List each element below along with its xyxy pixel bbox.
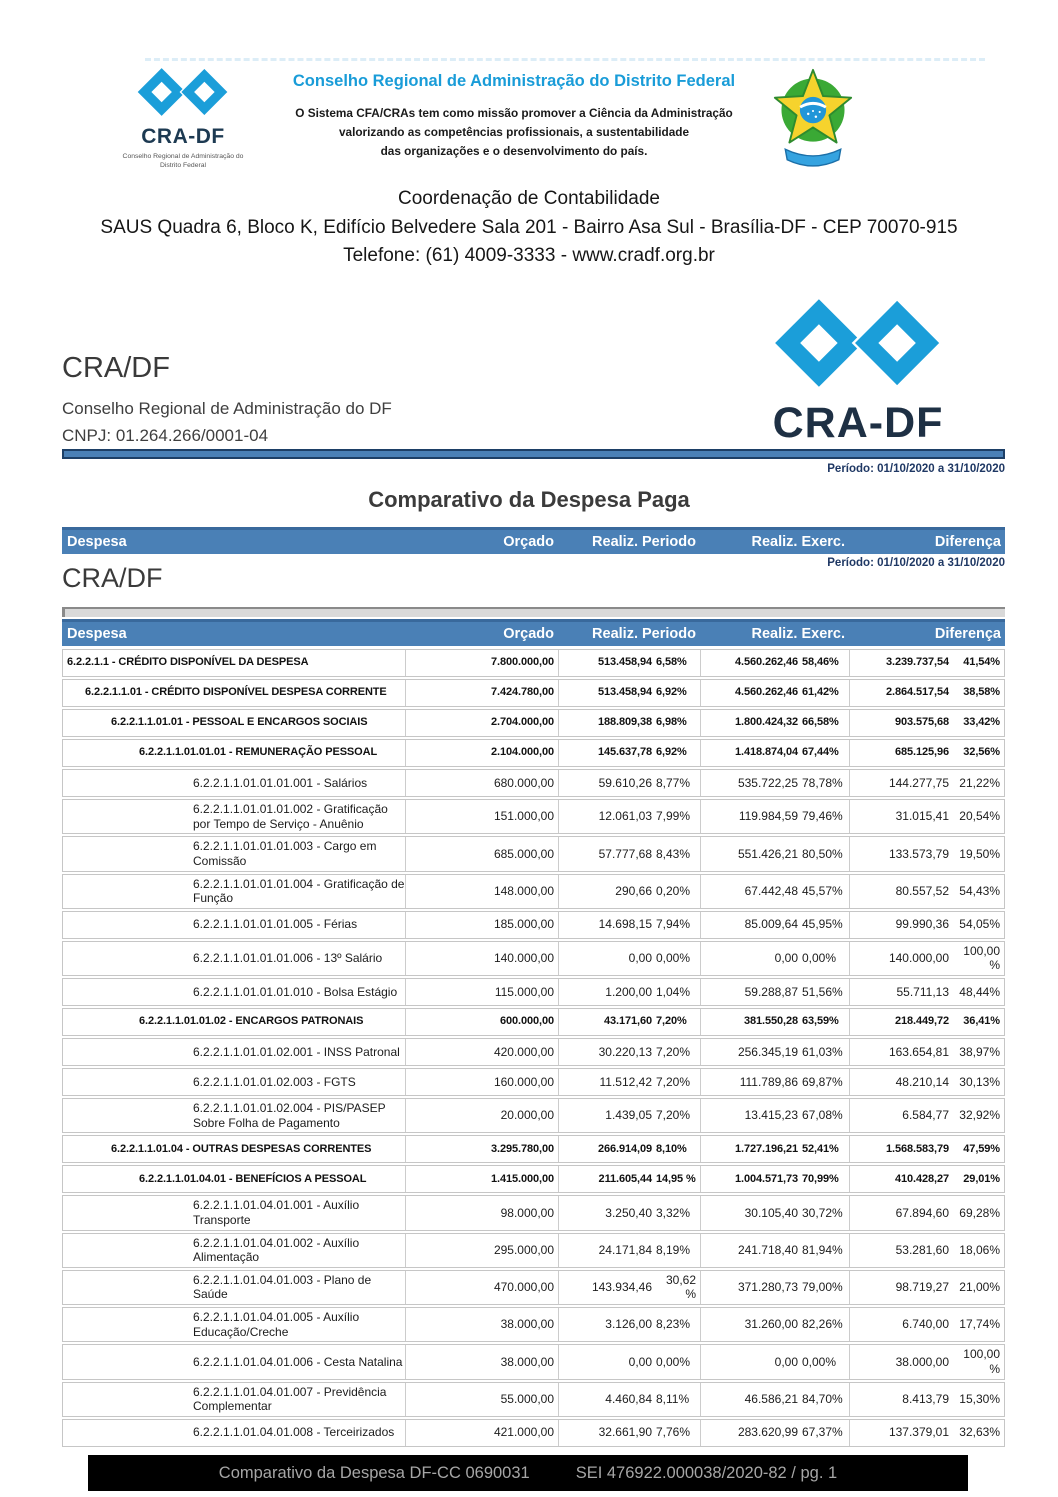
table-header-row — [62, 619, 1005, 646]
cell-realiz-periodo-pct: 30,62 % — [656, 1271, 701, 1304]
cell-realiz-periodo-pct: 0,20% — [656, 875, 701, 908]
cell-realiz-exerc-pct: 79,46% — [802, 800, 850, 833]
cell-realiz-exerc-pct: 79,00% — [802, 1271, 850, 1304]
cell-orcado: 160.000,00 — [406, 1069, 559, 1095]
cell-diferenca-valor: 98.719,27 — [895, 1280, 949, 1295]
cra-df-small-logo — [122, 66, 244, 170]
column-header-despesa: Despesa — [67, 534, 127, 550]
cell-despesa: 6.2.2.1.1.01.01.01.005 - Férias — [63, 912, 406, 938]
cell-diferenca-valor: 55.711,13 — [896, 984, 949, 999]
cell-realiz-periodo-valor: 0,00 — [628, 951, 652, 966]
cell-diferenca-valor: 163.654,81 — [888, 1044, 949, 1059]
cra-df-big-logo — [772, 296, 944, 448]
cell-despesa: 6.2.2.1.1.01.04.01.005 - Auxílio Educação/Creche — [63, 1308, 406, 1341]
cell-realiz-exerc-pct: 67,37% — [802, 1420, 850, 1446]
cell-realiz-exerc-valor: 381.550,28 — [743, 1015, 798, 1028]
table-row — [62, 941, 1005, 976]
cell-diferenca-pct: 30,13% — [959, 1074, 1000, 1089]
department-name: Coordenação de Contabilidade — [398, 188, 660, 209]
cell-orcado: 1.415.000,00 — [406, 1166, 559, 1192]
cell-orcado: 140.000,00 — [406, 942, 559, 975]
cell-realiz-exerc-pct: 45,57% — [802, 875, 850, 908]
column-header-realiz-periodo: Realiz. Periodo — [592, 534, 696, 550]
table-row — [62, 1135, 1005, 1163]
cell-diferenca-pct: 32,63% — [959, 1425, 1000, 1440]
cell-realiz-periodo-pct: 7,99% — [656, 800, 701, 833]
cell-realiz-periodo-pct: 7,76% — [656, 1420, 701, 1446]
phone-website-line: Telefone: (61) 4009-3333 - www.cradf.org.br — [343, 244, 715, 266]
cell-despesa: 6.2.2.1.1.01.01 - PESSOAL E ENCARGOS SOCIAIS — [63, 710, 406, 736]
footer-sei-label: SEI 476922.000038/2020-82 / pg. 1 — [575, 1463, 838, 1482]
cell-diferenca-valor: 67.894,60 — [895, 1205, 949, 1220]
brazil-coat-of-arms-icon — [770, 66, 856, 183]
cell-orcado: 2.104.000,00 — [406, 740, 559, 766]
cell-realiz-exerc-pct: 80,50% — [802, 837, 850, 870]
cell-realiz-exerc-valor: 535.722,25 — [737, 775, 798, 790]
column-header-orcado: Orçado — [503, 534, 554, 550]
cell-diferenca-valor: 3.239.737,54 — [885, 656, 949, 669]
cell-despesa: 6.2.2.1.1.01.01.01.010 - Bolsa Estágio — [63, 979, 406, 1005]
cell-diferenca-pct: 19,50% — [959, 846, 1000, 861]
cell-realiz-periodo-valor: 513.458,94 — [597, 656, 652, 669]
cell-realiz-exerc-valor: 1.004.571,73 — [734, 1172, 798, 1185]
cell-realiz-periodo-valor: 0,00 — [628, 1354, 652, 1369]
cell-despesa: 6.2.2.1.1.01.01.01 - REMUNERAÇÃO PESSOAL — [63, 740, 406, 766]
big-logo-text: CRA-DF — [772, 399, 944, 447]
cell-realiz-exerc-valor: 1.418.874,04 — [734, 746, 798, 759]
cell-realiz-periodo-valor: 1.439,05 — [605, 1108, 652, 1123]
cell-realiz-periodo-pct: 3,32% — [656, 1196, 701, 1229]
footer-bar — [88, 1455, 968, 1491]
report-title: Comparativo da Despesa Paga — [368, 487, 690, 512]
table-row — [62, 679, 1005, 707]
cell-despesa: 6.2.2.1.1.01.01.02.003 - FGTS — [63, 1069, 406, 1095]
cell-orcado: 421.000,00 — [406, 1420, 559, 1446]
cell-diferenca-valor: 48.210,14 — [895, 1074, 949, 1089]
cell-realiz-exerc-pct: 84,70% — [802, 1383, 850, 1416]
cell-orcado: 600.000,00 — [406, 1009, 559, 1035]
table-row — [62, 1270, 1005, 1305]
table-row — [62, 1344, 1005, 1379]
table-row — [62, 1233, 1005, 1268]
cell-diferenca-valor: 218.449,72 — [894, 1015, 949, 1028]
cell-realiz-periodo-pct: 6,58% — [656, 650, 701, 676]
cell-realiz-exerc-valor: 4.560.262,46 — [734, 686, 798, 699]
cell-realiz-exerc-valor: 30.105,40 — [744, 1205, 798, 1220]
cell-diferenca-valor: 133.573,79 — [888, 846, 949, 861]
cell-diferenca-pct: 54,43% — [959, 883, 1000, 898]
cell-realiz-exerc-valor: 85.009,64 — [744, 917, 798, 932]
expense-table-body — [62, 649, 1005, 1449]
table-row — [62, 739, 1005, 767]
cell-realiz-exerc-pct: 66,58% — [802, 710, 850, 736]
cell-diferenca-pct: 54,05% — [959, 917, 1000, 932]
cell-realiz-periodo-pct: 7,20% — [656, 1099, 701, 1132]
cell-orcado: 680.000,00 — [406, 770, 559, 796]
cell-orcado: 2.704.000,00 — [406, 710, 559, 736]
cell-orcado: 38.000,00 — [406, 1308, 559, 1341]
cell-orcado: 55.000,00 — [406, 1383, 559, 1416]
cell-realiz-periodo-valor: 57.777,68 — [598, 846, 652, 861]
entity-block — [62, 352, 392, 446]
cell-orcado: 185.000,00 — [406, 912, 559, 938]
cell-diferenca-valor: 31.015,41 — [895, 809, 949, 824]
cell-realiz-exerc-pct: 67,08% — [802, 1099, 850, 1132]
table-row — [62, 1382, 1005, 1417]
cra-df-diamonds-icon — [136, 105, 230, 122]
cell-despesa: 6.2.2.1.1.01.01.02 - ENCARGOS PATRONAIS — [63, 1009, 406, 1035]
cell-realiz-exerc-valor: 119.984,59 — [738, 809, 798, 824]
cell-realiz-exerc-pct: 61,03% — [802, 1039, 850, 1065]
cell-diferenca-valor: 99.990,36 — [895, 917, 949, 932]
cell-diferenca-pct: 32,92% — [959, 1108, 1000, 1123]
gray-divider-bar — [62, 607, 1005, 617]
cell-orcado: 685.000,00 — [406, 837, 559, 870]
cell-realiz-periodo-valor: 4.460,84 — [605, 1391, 652, 1406]
cell-diferenca-pct: 100,00 % — [963, 943, 1000, 973]
cell-diferenca-valor: 144.277,75 — [888, 775, 949, 790]
column-header-realiz-periodo: Realiz. Periodo — [592, 626, 696, 642]
cell-realiz-periodo-pct: 8,10% — [656, 1136, 701, 1162]
cell-realiz-exerc-valor: 1.727.196,21 — [734, 1142, 798, 1155]
cell-realiz-periodo-valor: 3.126,00 — [605, 1317, 652, 1332]
table-row — [62, 769, 1005, 797]
column-header-diferenca: Diferença — [934, 534, 1001, 550]
cell-realiz-exerc-valor: 0,00 — [774, 1354, 798, 1369]
cell-realiz-exerc-valor: 13.415,23 — [744, 1108, 798, 1123]
cell-realiz-periodo-pct: 8,19% — [656, 1234, 701, 1267]
cra-df-diamonds-icon — [772, 377, 944, 394]
cell-realiz-periodo-valor: 32.661,90 — [598, 1425, 652, 1440]
cell-realiz-periodo-valor: 143.934,46 — [591, 1280, 652, 1295]
cell-orcado: 470.000,00 — [406, 1271, 559, 1304]
cell-diferenca-valor: 2.864.517,54 — [885, 686, 949, 699]
cell-diferenca-pct: 36,41% — [963, 1015, 1000, 1028]
column-header-diferenca: Diferença — [934, 626, 1001, 642]
cell-realiz-exerc-pct: 51,56% — [802, 979, 850, 1005]
cell-diferenca-pct: 38,97% — [959, 1044, 1000, 1059]
address-line: SAUS Quadra 6, Bloco K, Edifício Belvedere Sala 201 - Bairro Asa Sul - Brasília-DF - CEP 70070-915 — [100, 217, 958, 238]
letterhead-center — [244, 66, 770, 170]
cell-orcado: 20.000,00 — [406, 1099, 559, 1132]
cell-diferenca-pct: 41,54% — [963, 656, 1000, 669]
cell-diferenca-pct: 18,06% — [959, 1242, 1000, 1257]
table-row — [62, 1195, 1005, 1230]
cell-diferenca-valor: 410.428,27 — [894, 1172, 949, 1185]
cell-diferenca-pct: 17,74% — [959, 1317, 1000, 1332]
cell-realiz-periodo-pct: 8,23% — [656, 1308, 701, 1341]
cell-realiz-periodo-pct: 7,20% — [656, 1039, 701, 1065]
cell-realiz-exerc-valor: 0,00 — [774, 951, 798, 966]
cell-realiz-periodo-pct: 6,98% — [656, 710, 701, 736]
cell-realiz-exerc-valor: 283.620,99 — [737, 1425, 798, 1440]
cell-diferenca-valor: 1.568.583,79 — [885, 1142, 949, 1155]
cell-despesa: 6.2.2.1.1.01.04.01 - BENEFÍCIOS A PESSOAL — [63, 1166, 406, 1192]
horizontal-divider-bar — [62, 449, 1005, 459]
table-row — [62, 1008, 1005, 1036]
cell-realiz-exerc-pct: 78,78% — [802, 770, 850, 796]
column-header-orcado: Orçado — [503, 626, 554, 642]
cell-realiz-periodo-valor: 24.171,84 — [598, 1242, 652, 1257]
cell-despesa: 6.2.2.1.1.01.01.02.004 - PIS/PASEP Sobre Folha de Pagamento — [63, 1099, 406, 1132]
table-row — [62, 836, 1005, 871]
cell-realiz-exerc-pct: 58,46% — [802, 650, 850, 676]
cell-realiz-periodo-valor: 145.637,78 — [597, 746, 652, 759]
cell-diferenca-valor: 6.584,77 — [902, 1108, 949, 1123]
cell-realiz-exerc-pct: 0,00% — [802, 942, 850, 975]
cell-realiz-exerc-pct: 63,59% — [802, 1009, 850, 1035]
cell-realiz-exerc-valor: 371.280,73 — [737, 1280, 798, 1295]
cell-diferenca-valor: 685.125,96 — [894, 746, 949, 759]
cell-orcado: 151.000,00 — [406, 800, 559, 833]
cell-realiz-periodo-pct: 8,43% — [656, 837, 701, 870]
cell-despesa: 6.2.2.1.1.01.04.01.008 - Terceirizados — [63, 1420, 406, 1446]
cell-diferenca-valor: 140.000,00 — [888, 951, 949, 966]
cell-realiz-exerc-valor: 67.442,48 — [744, 883, 798, 898]
table-row — [62, 709, 1005, 737]
cell-realiz-periodo-pct: 7,20% — [656, 1009, 701, 1035]
cell-despesa: 6.2.2.1.1.01.04 - OUTRAS DESPESAS CORRENTES — [63, 1136, 406, 1162]
cell-diferenca-valor: 53.281,60 — [895, 1242, 949, 1257]
entity-full-name: Conselho Regional de Administração do DF — [62, 399, 392, 418]
small-logo-text: CRA-DF — [141, 125, 225, 148]
cell-despesa: 6.2.2.1.1.01.04.01.007 - Previdência Complementar — [63, 1383, 406, 1416]
mission-line: das organizações e o desenvolvimento do país. — [380, 143, 648, 158]
cell-despesa: 6.2.2.1.1.01.01.01.004 - Gratificação de Função — [63, 875, 406, 908]
mission-text — [258, 104, 770, 161]
cell-diferenca-pct: 48,44% — [959, 984, 1000, 999]
cell-orcado: 7.800.000,00 — [406, 650, 559, 676]
cell-realiz-exerc-pct: 67,44% — [802, 740, 850, 766]
cell-despesa: 6.2.2.1.1.01.01.02.001 - INSS Patronal — [63, 1039, 406, 1065]
cell-realiz-periodo-valor: 513.458,94 — [597, 686, 652, 699]
cell-diferenca-pct: 33,42% — [963, 716, 1000, 729]
cell-realiz-exerc-valor: 111.789,86 — [739, 1074, 798, 1089]
table-row — [62, 978, 1005, 1006]
cell-diferenca-pct: 69,28% — [959, 1205, 1000, 1220]
cell-orcado: 148.000,00 — [406, 875, 559, 908]
cell-orcado: 420.000,00 — [406, 1039, 559, 1065]
cell-realiz-periodo-valor: 3.250,40 — [605, 1205, 652, 1220]
cell-realiz-periodo-valor: 266.914,09 — [597, 1142, 652, 1155]
table-row — [62, 799, 1005, 834]
cell-realiz-exerc-valor: 1.800.424,32 — [734, 716, 798, 729]
cell-diferenca-valor: 6.740,00 — [902, 1317, 949, 1332]
cell-realiz-exerc-valor: 46.586,21 — [744, 1391, 798, 1406]
cell-realiz-exerc-pct: 70,99% — [802, 1166, 850, 1192]
cell-diferenca-pct: 38,58% — [963, 686, 1000, 699]
cell-realiz-exerc-pct: 82,26% — [802, 1308, 850, 1341]
cell-orcado: 115.000,00 — [406, 979, 559, 1005]
table-row — [62, 1419, 1005, 1447]
table-row — [62, 911, 1005, 939]
cell-realiz-periodo-pct: 1,04% — [656, 979, 701, 1005]
cell-diferenca-pct: 32,56% — [963, 746, 1000, 759]
cell-realiz-periodo-valor: 12.061,03 — [598, 809, 652, 824]
table-row — [62, 649, 1005, 677]
cell-realiz-periodo-valor: 1.200,00 — [605, 984, 652, 999]
cell-realiz-exerc-valor: 4.560.262,46 — [734, 656, 798, 669]
cell-realiz-periodo-valor: 59.610,26 — [598, 775, 652, 790]
cell-despesa: 6.2.2.1.1.01.01.01.006 - 13º Salário — [63, 942, 406, 975]
column-header-despesa: Despesa — [67, 626, 127, 642]
cell-realiz-exerc-valor: 241.718,40 — [737, 1242, 798, 1257]
column-header-realiz-exerc: Realiz. Exerc. — [751, 626, 845, 642]
entity-short-name: CRA/DF — [62, 352, 170, 384]
table-row — [62, 1307, 1005, 1342]
cell-diferenca-pct: 20,54% — [959, 809, 1000, 824]
cell-despesa: 6.2.2.1.1.01.04.01.001 - Auxílio Transporte — [63, 1196, 406, 1229]
cell-realiz-exerc-valor: 551.426,21 — [737, 846, 798, 861]
table-row — [62, 1038, 1005, 1066]
org-title: Conselho Regional de Administração do Distrito Federal — [292, 72, 736, 90]
cell-realiz-periodo-valor: 30.220,13 — [598, 1044, 652, 1059]
cell-realiz-periodo-pct: 8,77% — [656, 770, 701, 796]
cell-realiz-exerc-pct: 30,72% — [802, 1196, 850, 1229]
cell-realiz-exerc-pct: 69,87% — [802, 1069, 850, 1095]
column-header-realiz-exerc: Realiz. Exerc. — [751, 534, 845, 550]
cell-despesa: 6.2.2.1.1 - CRÉDITO DISPONÍVEL DA DESPESA — [63, 650, 406, 676]
decorative-dashed-rule — [145, 58, 985, 61]
cell-realiz-periodo-pct: 0,00% — [656, 942, 701, 975]
period-label: Período: 01/10/2020 a 31/10/2020 — [827, 557, 1005, 569]
section-entity-name: CRA/DF — [62, 563, 163, 593]
cell-realiz-periodo-pct: 7,20% — [656, 1069, 701, 1095]
cell-despesa: 6.2.2.1.1.01.01.01.002 - Gratificação por Tempo de Serviço - Anuênio — [63, 800, 406, 833]
cell-diferenca-valor: 137.379,01 — [888, 1425, 949, 1440]
cell-despesa: 6.2.2.1.1.01.01.01.001 - Salários — [63, 770, 406, 796]
cell-realiz-periodo-valor: 11.512,42 — [599, 1074, 652, 1089]
cell-realiz-periodo-pct: 14,95 % — [656, 1166, 701, 1192]
cell-despesa: 6.2.2.1.1.01.01.01.003 - Cargo em Comissão — [63, 837, 406, 870]
cell-diferenca-pct: 21,22% — [959, 775, 1000, 790]
cell-diferenca-valor: 903.575,68 — [894, 716, 949, 729]
cell-diferenca-pct: 21,00% — [959, 1280, 1000, 1295]
cell-realiz-exerc-valor: 59.288,87 — [744, 984, 798, 999]
cell-diferenca-pct: 15,30% — [959, 1391, 1000, 1406]
cell-diferenca-pct: 29,01% — [963, 1172, 1000, 1185]
cell-diferenca-pct: 100,00 % — [963, 1347, 1000, 1376]
cell-orcado: 3.295.780,00 — [406, 1136, 559, 1162]
cell-realiz-periodo-pct: 8,11% — [656, 1383, 701, 1416]
cell-orcado: 7.424.780,00 — [406, 680, 559, 706]
cell-realiz-periodo-pct: 7,94% — [656, 912, 701, 938]
mission-line: valorizando as competências profissionais, a sustentabilidade — [338, 124, 690, 139]
cell-despesa: 6.2.2.1.1.01.04.01.003 - Plano de Saúde — [63, 1271, 406, 1304]
cell-orcado: 295.000,00 — [406, 1234, 559, 1267]
cell-realiz-periodo-pct: 0,00% — [656, 1345, 701, 1378]
cell-despesa: 6.2.2.1.1.01 - CRÉDITO DISPONÍVEL DESPESA CORRENTE — [63, 680, 406, 706]
cell-realiz-periodo-pct: 6,92% — [656, 740, 701, 766]
cell-diferenca-valor: 8.413,79 — [902, 1391, 949, 1406]
table-row — [62, 874, 1005, 909]
entity-cnpj: CNPJ: 01.264.266/0001-04 — [62, 426, 269, 445]
table-row — [62, 1165, 1005, 1193]
cell-despesa: 6.2.2.1.1.01.04.01.002 - Auxílio Alimentação — [63, 1234, 406, 1267]
small-logo-subtext: Conselho Regional de Administração do Distrito Federal — [122, 153, 244, 170]
table-row — [62, 1098, 1005, 1133]
cell-diferenca-valor: 80.557,52 — [895, 883, 949, 898]
cell-realiz-periodo-valor: 14.698,15 — [598, 917, 652, 932]
letterhead — [122, 66, 770, 170]
cell-diferenca-pct: 47,59% — [963, 1142, 1000, 1155]
contact-block — [0, 188, 1058, 267]
cell-realiz-exerc-valor: 31.260,00 — [744, 1317, 798, 1332]
cell-realiz-exerc-pct: 52,41% — [802, 1136, 850, 1162]
cell-realiz-exerc-pct: 61,42% — [802, 680, 850, 706]
cell-realiz-exerc-pct: 0,00% — [802, 1345, 850, 1378]
period-label: Período: 01/10/2020 a 31/10/2020 — [827, 463, 1005, 475]
cell-realiz-periodo-pct: 6,92% — [656, 680, 701, 706]
cell-realiz-exerc-valor: 256.345,19 — [737, 1044, 798, 1059]
cell-realiz-periodo-valor: 211.605,44 — [598, 1172, 652, 1185]
cell-orcado: 98.000,00 — [406, 1196, 559, 1229]
cell-realiz-periodo-valor: 188.809,38 — [597, 716, 652, 729]
cell-realiz-exerc-pct: 45,95% — [802, 912, 850, 938]
table-header-row — [62, 527, 1005, 554]
cell-realiz-exerc-pct: 81,94% — [802, 1234, 850, 1267]
cell-despesa: 6.2.2.1.1.01.04.01.006 - Cesta Natalina — [63, 1345, 406, 1378]
cell-orcado: 38.000,00 — [406, 1345, 559, 1378]
table-row — [62, 1068, 1005, 1096]
cell-diferenca-valor: 38.000,00 — [895, 1354, 949, 1369]
cell-realiz-periodo-valor: 43.171,60 — [603, 1015, 652, 1028]
mission-line: O Sistema CFA/CRAs tem como missão promover a Ciência da Administração — [295, 106, 733, 120]
cell-realiz-periodo-valor: 290,66 — [615, 883, 652, 898]
footer-doc-label: Comparativo da Despesa DF-CC 0690031 — [218, 1463, 530, 1482]
